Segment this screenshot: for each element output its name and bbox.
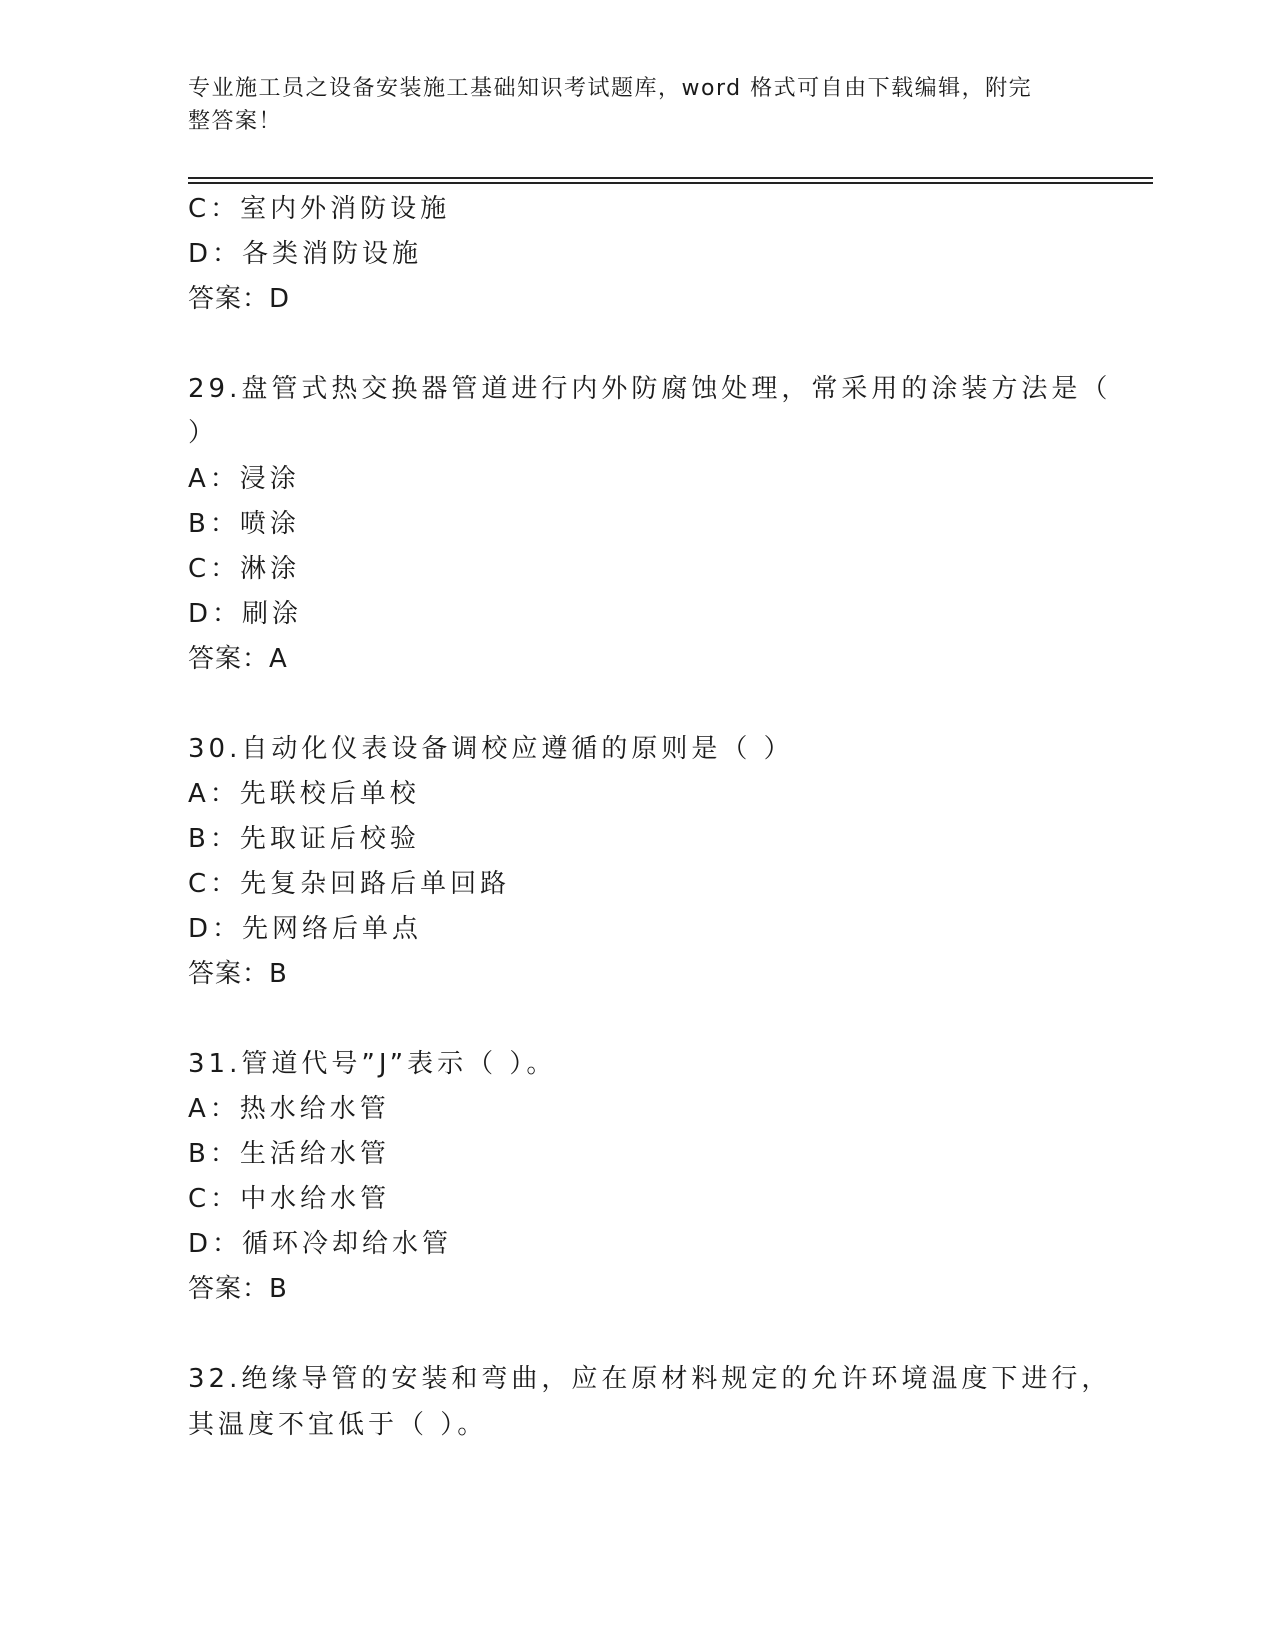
document-header — [188, 72, 1068, 138]
option-b: B：喷涂 — [188, 509, 300, 539]
header-rule-top — [188, 177, 1153, 179]
option-b: B：生活给水管 — [188, 1139, 390, 1169]
question-stem: 31.管道代号”J”表示（ ）。 — [188, 1049, 557, 1079]
question-stem: 29.盘管式热交换器管道进行内外防腐蚀处理，常采用的涂装方法是（ — [188, 374, 1112, 404]
answer: 答案：D — [188, 284, 291, 314]
answer: 答案：B — [188, 959, 288, 989]
option-d: D：刷涂 — [188, 599, 303, 629]
option-a: A：浸涂 — [188, 464, 300, 494]
option-a: A：热水给水管 — [188, 1094, 390, 1124]
option-c: C：淋涂 — [188, 554, 301, 584]
question-stem-continued: 其温度不宜低于（ ）。 — [188, 1410, 488, 1440]
header-line-1: 专业施工员之设备安装施工基础知识考试题库，word 格式可自由下载编辑，附完 — [188, 76, 1033, 101]
option-c: C：室内外消防设施 — [188, 194, 451, 224]
option-d: D：循环冷却给水管 — [188, 1229, 453, 1259]
answer: 答案：B — [188, 1274, 288, 1304]
header-rule-bottom — [188, 182, 1153, 184]
option-c: C：先复杂回路后单回路 — [188, 869, 511, 899]
question-stem: 32.绝缘导管的安装和弯曲，应在原材料规定的允许环境温度下进行， — [188, 1364, 1112, 1394]
question-stem-continued: ） — [188, 418, 219, 448]
header-line-2: 整答案！ — [188, 109, 283, 134]
option-c: C：中水给水管 — [188, 1184, 391, 1214]
question-stem: 30.自动化仪表设备调校应遵循的原则是（ ） — [188, 734, 794, 764]
option-d: D：各类消防设施 — [188, 239, 423, 269]
option-b: B：先取证后校验 — [188, 824, 420, 854]
option-d: D：先网络后单点 — [188, 914, 423, 944]
answer: 答案：A — [188, 644, 288, 674]
option-a: A：先联校后单校 — [188, 779, 420, 809]
